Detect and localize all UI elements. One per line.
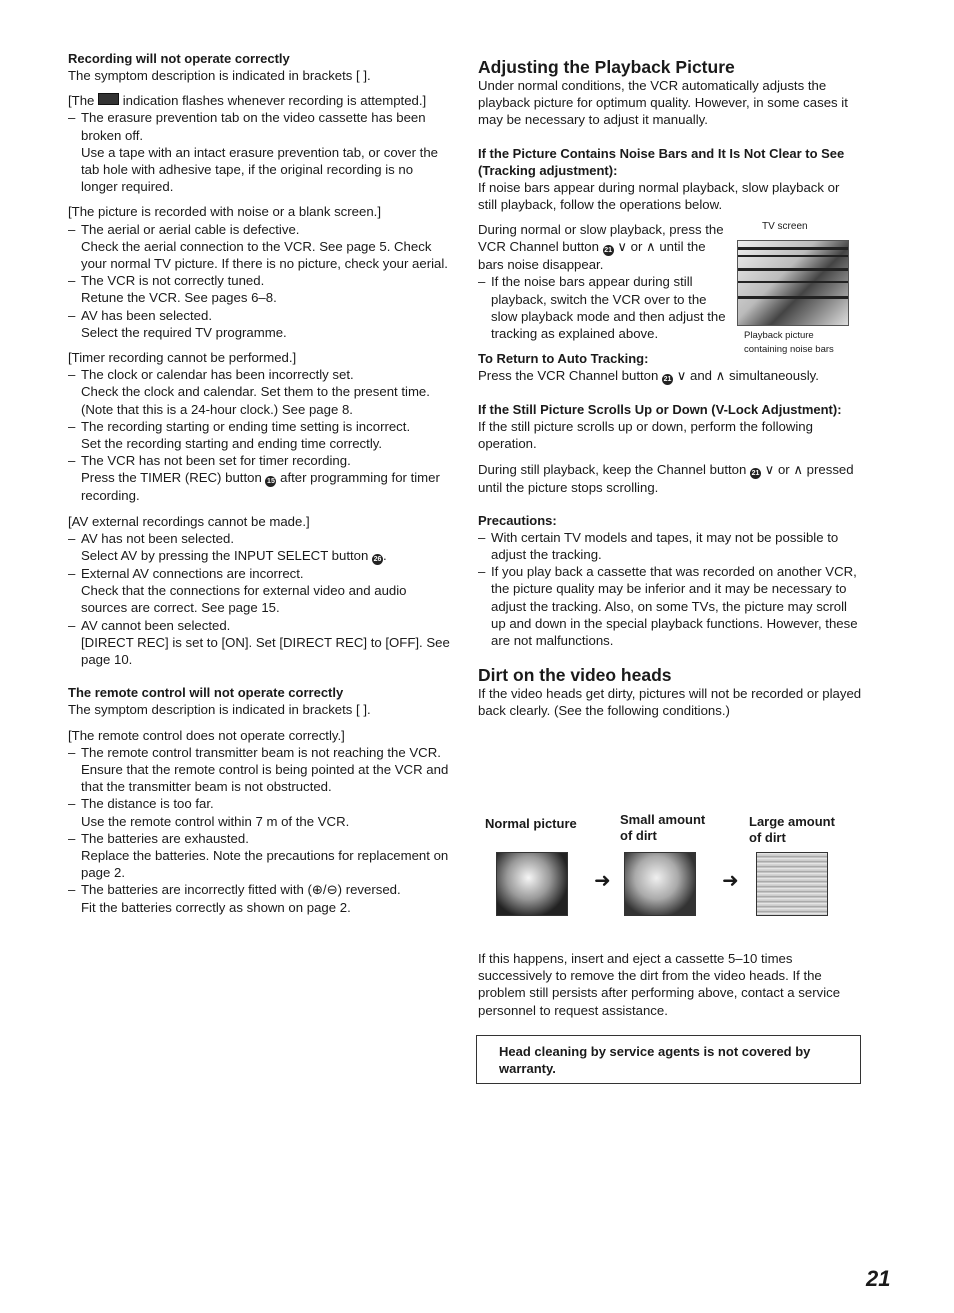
- page-number: 21: [866, 1266, 891, 1291]
- small-dirt-picture-image: [624, 852, 696, 916]
- arrow-right-icon: ➜: [722, 870, 739, 892]
- list-item: – If the noise bars appear during still playback, switch the VCR over to the slow playback mode and then adjust the tracking as explained above.: [478, 274, 726, 342]
- warranty-note: Head cleaning by service agents is not covered by warranty.: [499, 1044, 811, 1076]
- list-item: – The erasure prevention tab on the video cassette has been broken off.: [68, 110, 426, 143]
- subheading-return-auto: To Return to Auto Tracking:: [478, 351, 649, 367]
- list-item: – The VCR is not correctly tuned.: [68, 273, 265, 289]
- normal-picture-image: [496, 852, 568, 916]
- paragraph: If the video heads get dirty, pictures will not be recorded or played back clearly. (See the following conditions.): [478, 686, 862, 719]
- list-item: – The recording starting or ending time setting is incorrect.: [68, 418, 411, 434]
- paragraph: Press the VCR Channel button 21 ∨ and ∧ simultaneously.: [478, 368, 819, 384]
- right-column: [478, 57, 862, 720]
- section-heading-recording: Recording will not operate correctly: [68, 51, 290, 66]
- noise-bars-picture: [737, 240, 849, 326]
- list-item-detail: Retune the VCR. See pages 6–8.: [81, 290, 277, 306]
- input-select-button-icon: 26: [373, 556, 382, 564]
- list-item-detail: Use a tape with an intact erasure prevention tab, or cover the tab hole with adhesive tape, if the original recording is no longer required.: [81, 144, 438, 195]
- arrow-right-icon: ➜: [594, 870, 611, 892]
- symptom-heading: [The remote control does not operate correctly.]: [68, 727, 345, 743]
- list-item: – The VCR has not been set for timer recording.: [68, 453, 351, 469]
- list-item: – The distance is too far.: [68, 796, 214, 812]
- symptom-text: [The: [68, 93, 95, 109]
- intro-text: The symptom description is indicated in brackets [ ].: [68, 702, 371, 718]
- label-normal-picture: Normal picture: [485, 816, 577, 831]
- list-item-detail: Select AV by pressing the INPUT SELECT button 26 .: [81, 548, 387, 564]
- warranty-note-box: [476, 1035, 861, 1084]
- list-item-detail: Use the remote control within 7 m of the VCR.: [81, 813, 350, 829]
- playback-picture-caption: Playback picture containing noise bars: [744, 330, 834, 355]
- paragraph: Under normal conditions, the VCR automatically adjusts the playback picture for optimum quality. However, in some cases it may be necessary to adjust it manually.: [478, 78, 848, 128]
- subheading-noise-bars: If the Picture Contains Noise Bars and It Is Not Clear to See (Tracking adjustment):: [478, 145, 845, 178]
- large-dirt-picture-image: [756, 852, 828, 916]
- noise-instructions: [478, 221, 726, 342]
- section-heading-dirt: Dirt on the video heads: [478, 665, 672, 686]
- list-item: – The batteries are exhausted.: [68, 830, 249, 846]
- list-item-detail: Ensure that the remote control is being pointed at the VCR and that the transmitter beam is not obstructed.: [81, 761, 449, 795]
- list-item-detail: Check the clock and calendar. Set them to the present time. (Note that this is a 24-hour clock.) See page 8.: [81, 384, 430, 417]
- channel-button-icon: 21: [604, 247, 613, 255]
- subheading-vlock: If the Still Picture Scrolls Up or Down (V-Lock Adjustment):: [478, 402, 842, 418]
- symptom-heading: [Timer recording cannot be performed.]: [68, 350, 297, 366]
- subheading-precautions: Precautions:: [478, 512, 557, 528]
- section-heading-adjusting: Adjusting the Playback Picture: [478, 57, 735, 77]
- list-item-detail: Check the aerial connection to the VCR. See page 5. Check your normal TV picture. If there is no picture, check your aerial.: [81, 238, 448, 272]
- section-heading-remote: The remote control will not operate correctly: [68, 685, 344, 701]
- channel-button-icon: 21: [663, 376, 672, 384]
- dirt-comparison: [478, 810, 858, 930]
- symptom-heading: [AV external recordings cannot be made.]: [68, 513, 310, 529]
- paragraph: During normal or slow playback, press the VCR Channel button 21 ∨ or ∧ until the bars noise disappear.: [478, 222, 724, 273]
- list-item: – The clock or calendar has been incorrectly set.: [68, 367, 354, 383]
- list-item-detail: [DIRECT REC] is set to [ON]. Set [DIRECT REC] to [OFF]. See page 10.: [81, 634, 450, 668]
- list-item-detail: Press the TIMER (REC) button 15 after programming for timer recording.: [81, 470, 440, 504]
- timer-rec-button-icon: 15: [267, 478, 275, 486]
- list-item-detail: Check that the connections for external video and audio sources are correct. See page 15.: [81, 583, 407, 616]
- label-large-dirt: Large amount of dirt: [749, 814, 835, 845]
- list-item-detail: Select the required TV programme.: [81, 324, 287, 340]
- list-item-detail: Fit the batteries correctly as shown on page 2.: [81, 899, 351, 915]
- paragraph: During still playback, keep the Channel button 21 ∨ or ∧ pressed until the picture stops scrolling.: [478, 461, 854, 495]
- list-item: – The aerial or aerial cable is defective.: [68, 221, 300, 237]
- list-item: – The remote control transmitter beam is not reaching the VCR.: [68, 744, 441, 760]
- list-item: – AV has not been selected.: [68, 530, 234, 546]
- tv-screen-caption: TV screen: [762, 221, 808, 232]
- list-item: – The batteries are incorrectly fitted with (⊕/⊖) reversed.: [68, 882, 401, 898]
- list-item-detail: Set the recording starting and ending time correctly.: [81, 436, 383, 452]
- left-column: [68, 50, 453, 916]
- list-item: – AV has been selected.: [68, 307, 212, 323]
- list-item: – If you play back a cassette that was recorded on another VCR, the picture quality may be inferior and it may be necessary to adjust the tracking. Also, on some TVs, the picture may scroll up and down in the special playback functions. However, these are not malfunctions.: [478, 564, 858, 649]
- list-item: – External AV connections are incorrect.: [68, 566, 304, 582]
- paragraph: If noise bars appear during normal playback, slow playback or still playback, follow the operations below.: [478, 179, 840, 212]
- list-item: – With certain TV models and tapes, it may not be possible to adjust the tracking.: [478, 529, 839, 563]
- list-item-detail: Replace the batteries. Note the precautions for replacement on page 2.: [81, 847, 449, 881]
- paragraph-dirt-remedy: If this happens, insert and eject a cassette 5–10 times successively to remove the dirt from the video heads. If the problem still persists after performing above, contact a service personnel to request assistance.: [478, 951, 841, 1018]
- intro-text: The symptom description is indicated in brackets [ ].: [68, 68, 371, 83]
- list-item: – AV cannot been selected.: [68, 617, 231, 633]
- symptom-heading: [68, 92, 453, 109]
- rec-indicator-icon: [98, 93, 119, 105]
- paragraph: If the still picture scrolls up or down, perform the following operation.: [478, 419, 813, 452]
- symptom-heading: [The picture is recorded with noise or a blank screen.]: [68, 204, 381, 220]
- channel-button-icon: 21: [751, 469, 760, 477]
- label-small-dirt: Small amount of dirt: [620, 812, 706, 843]
- symptom-text: indication flashes whenever recording is attempted.]: [122, 93, 427, 109]
